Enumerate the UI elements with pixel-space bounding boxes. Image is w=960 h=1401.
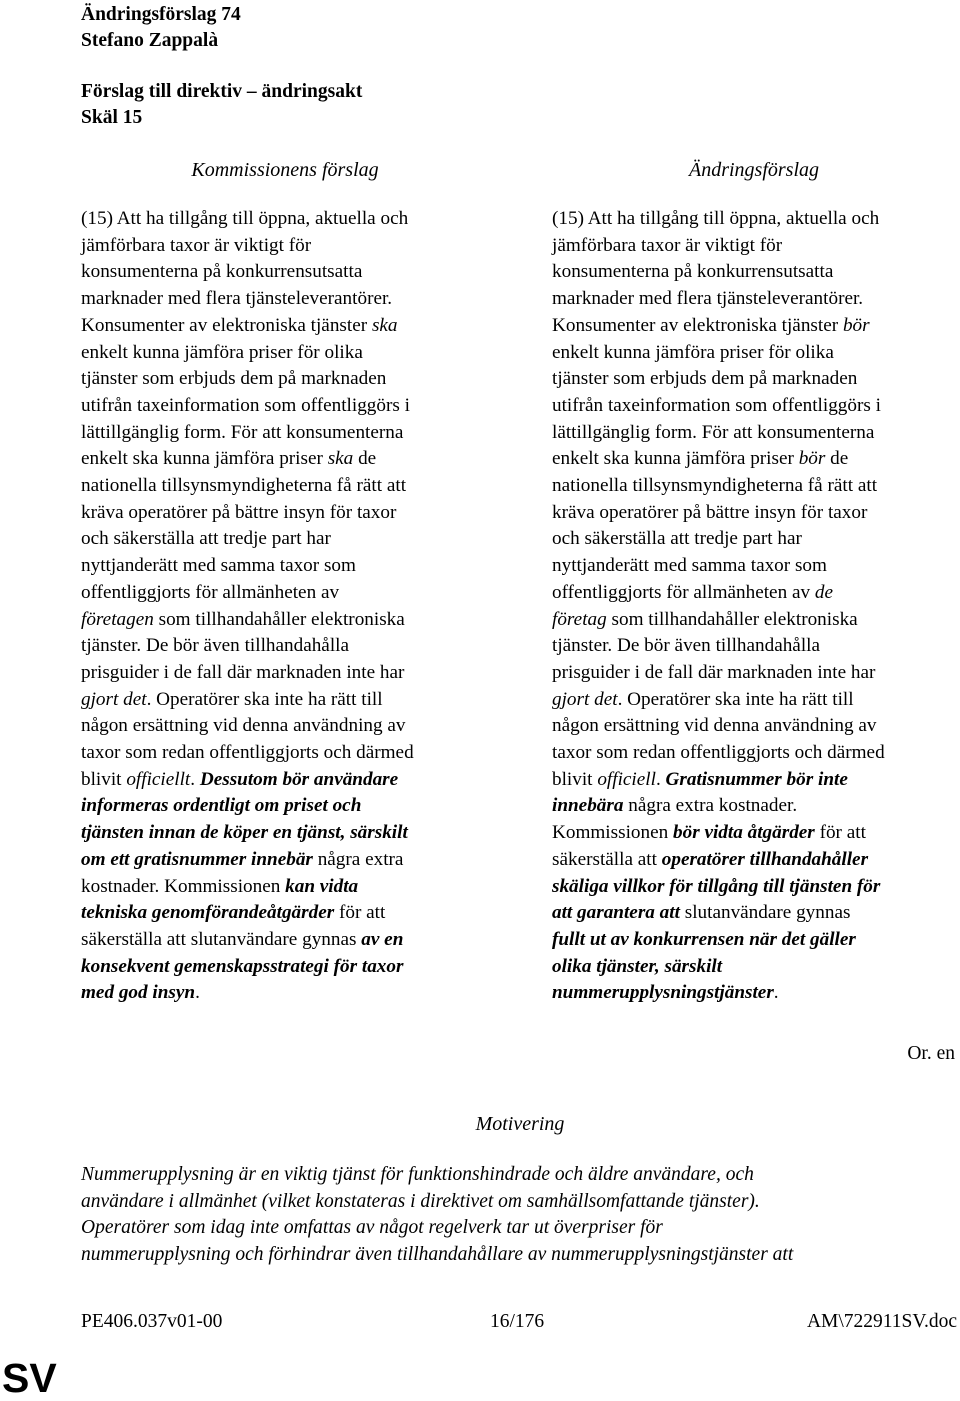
text-line: lättillgänglig form. För att konsumenterna bbox=[81, 421, 404, 443]
text-line: om ett gratisnummer innebär några extra bbox=[81, 848, 404, 870]
text-line: taxor som redan offentliggjorts och därmed bbox=[81, 742, 414, 764]
document-reference: PE406.037v01-00 bbox=[81, 1311, 223, 1332]
text-line: gjort det. Operatörer ska inte ha rätt till bbox=[552, 688, 854, 710]
text-line: prisguider i de fall där marknaden inte har bbox=[81, 661, 405, 683]
text-line: användare i allmänhet (vilket konstateras i direktivet om samhällsomfattande tjänster). bbox=[81, 1190, 760, 1212]
text-line: nummerupplysningstjänster. bbox=[552, 982, 779, 1004]
text-line: nyttjanderätt med samma taxor som bbox=[552, 555, 827, 577]
text-line: tjänsten innan de köper en tjänst, särskilt bbox=[81, 822, 408, 844]
justification-text bbox=[81, 1162, 793, 1268]
recital-number: Skäl 15 bbox=[81, 107, 143, 128]
language-code: SV bbox=[2, 1355, 57, 1401]
justification-heading: Motivering bbox=[475, 1113, 565, 1135]
text-line: nyttjanderätt med samma taxor som bbox=[81, 555, 356, 577]
text-line: tjänster som erbjuds dem på marknaden bbox=[552, 368, 858, 390]
amendment-number: Ändringsförslag 74 bbox=[81, 4, 241, 25]
text-line: innebära några extra kostnader. bbox=[552, 795, 798, 817]
original-language: Or. en bbox=[907, 1043, 955, 1064]
amendment-header bbox=[81, 2, 362, 131]
text-line: Konsumenter av elektroniska tjänster bör bbox=[552, 314, 870, 336]
text-line: konsumenterna på konkurrensutsatta bbox=[81, 261, 363, 283]
text-line: offentliggjorts för allmänheten av bbox=[81, 581, 340, 603]
text-line: kräva operatörer på bättre insyn för taxor bbox=[81, 501, 397, 523]
text-line: enkelt ska kunna jämföra priser bör de bbox=[552, 448, 849, 470]
text-line: någon ersättning vid denna användning av bbox=[81, 715, 406, 737]
text-line: tjänster som erbjuds dem på marknaden bbox=[81, 368, 387, 390]
text-line: fullt ut av konkurrensen när det gäller bbox=[552, 928, 856, 950]
text-line: informeras ordentligt om priset och bbox=[81, 795, 362, 817]
text-line: med god insyn. bbox=[81, 982, 200, 1004]
text-line: taxor som redan offentliggjorts och därmed bbox=[552, 742, 885, 764]
text-line: och säkerställa att tredje part har bbox=[81, 528, 331, 550]
text-line: företagen som tillhandahåller elektroniska bbox=[81, 608, 405, 630]
text-line: konsumenterna på konkurrensutsatta bbox=[552, 261, 834, 283]
text-line: olika tjänster, särskilt bbox=[552, 955, 723, 977]
amendment-author: Stefano Zappalà bbox=[81, 30, 219, 51]
text-line: Operatörer som idag inte omfattas av något regelverk tar ut överpriser för bbox=[81, 1217, 663, 1238]
text-line: säkerställa att operatörer tillhandahåller bbox=[552, 848, 869, 870]
text-line: någon ersättning vid denna användning av bbox=[552, 715, 877, 737]
file-name: AM\722911SV.doc bbox=[806, 1311, 957, 1332]
text-line: enkelt kunna jämföra priser för olika bbox=[552, 341, 834, 363]
text-line: jämförbara taxor är viktigt för bbox=[552, 234, 783, 256]
text-line: och säkerställa att tredje part har bbox=[552, 528, 802, 550]
text-line: lättillgänglig form. För att konsumenterna bbox=[552, 421, 875, 443]
text-line: blivit officiellt. Dessutom bör användare bbox=[81, 768, 399, 790]
text-line: att garantera att slutanvändare gynnas bbox=[552, 902, 851, 924]
page-number: 16/176 bbox=[490, 1311, 545, 1332]
text-line: nationella tillsynsmyndigheterna få rätt att bbox=[81, 475, 407, 497]
text-line: Konsumenter av elektroniska tjänster ska bbox=[81, 314, 398, 336]
commission-proposal-text bbox=[81, 206, 491, 1007]
proposal-title: Förslag till direktiv – ändringsakt bbox=[81, 81, 363, 102]
text-line: nummerupplysning och förhindrar även tillhandahållare av nummerupplysningstjänster att bbox=[81, 1243, 794, 1265]
text-line: skäliga villkor för tillgång till tjänsten för bbox=[552, 875, 881, 897]
text-line: tjänster. De bör även tillhandahålla bbox=[81, 635, 349, 657]
commission-proposal-heading: Kommissionens förslag bbox=[191, 159, 379, 181]
text-line: tekniska genomförandeåtgärder för att bbox=[81, 902, 386, 924]
text-line: marknader med flera tjänsteleverantörer. bbox=[552, 288, 864, 310]
text-line: enkelt ska kunna jämföra priser ska de bbox=[81, 448, 377, 470]
text-line: Kommissionen bör vidta åtgärder för att bbox=[552, 822, 866, 844]
text-line: blivit officiell. Gratisnummer bör inte bbox=[552, 768, 848, 790]
text-line: konsekvent gemenskapsstrategi för taxor bbox=[81, 955, 404, 977]
text-line: utifrån taxeinformation som offentliggörs i bbox=[81, 394, 410, 416]
text-line: företag som tillhandahåller elektroniska bbox=[552, 608, 858, 630]
text-line: kostnader. Kommissionen kan vidta bbox=[81, 875, 359, 897]
text-line: marknader med flera tjänsteleverantörer. bbox=[81, 288, 393, 310]
text-line: utifrån taxeinformation som offentliggörs i bbox=[552, 394, 881, 416]
text-line: nationella tillsynsmyndigheterna få rätt att bbox=[552, 475, 878, 497]
text-line: Nummerupplysning är en viktig tjänst för funktionshindrade och äldre användare, och bbox=[81, 1164, 754, 1185]
text-line: kräva operatörer på bättre insyn för taxor bbox=[552, 501, 868, 523]
text-line: säkerställa att slutanvändare gynnas av en bbox=[81, 928, 404, 950]
amendment-heading: Ändringsförslag bbox=[688, 159, 820, 181]
amendment-text bbox=[552, 206, 960, 1007]
text-line: (15) Att ha tillgång till öppna, aktuella och bbox=[81, 208, 409, 229]
text-line: tjänster. De bör även tillhandahålla bbox=[552, 635, 820, 657]
text-line: gjort det. Operatörer ska inte ha rätt till bbox=[81, 688, 383, 710]
text-line: jämförbara taxor är viktigt för bbox=[81, 234, 312, 256]
text-line: offentliggjorts för allmänheten av de bbox=[552, 581, 833, 603]
text-line: prisguider i de fall där marknaden inte har bbox=[552, 661, 876, 683]
text-line: enkelt kunna jämföra priser för olika bbox=[81, 341, 363, 363]
text-line: (15) Att ha tillgång till öppna, aktuella och bbox=[552, 208, 880, 229]
